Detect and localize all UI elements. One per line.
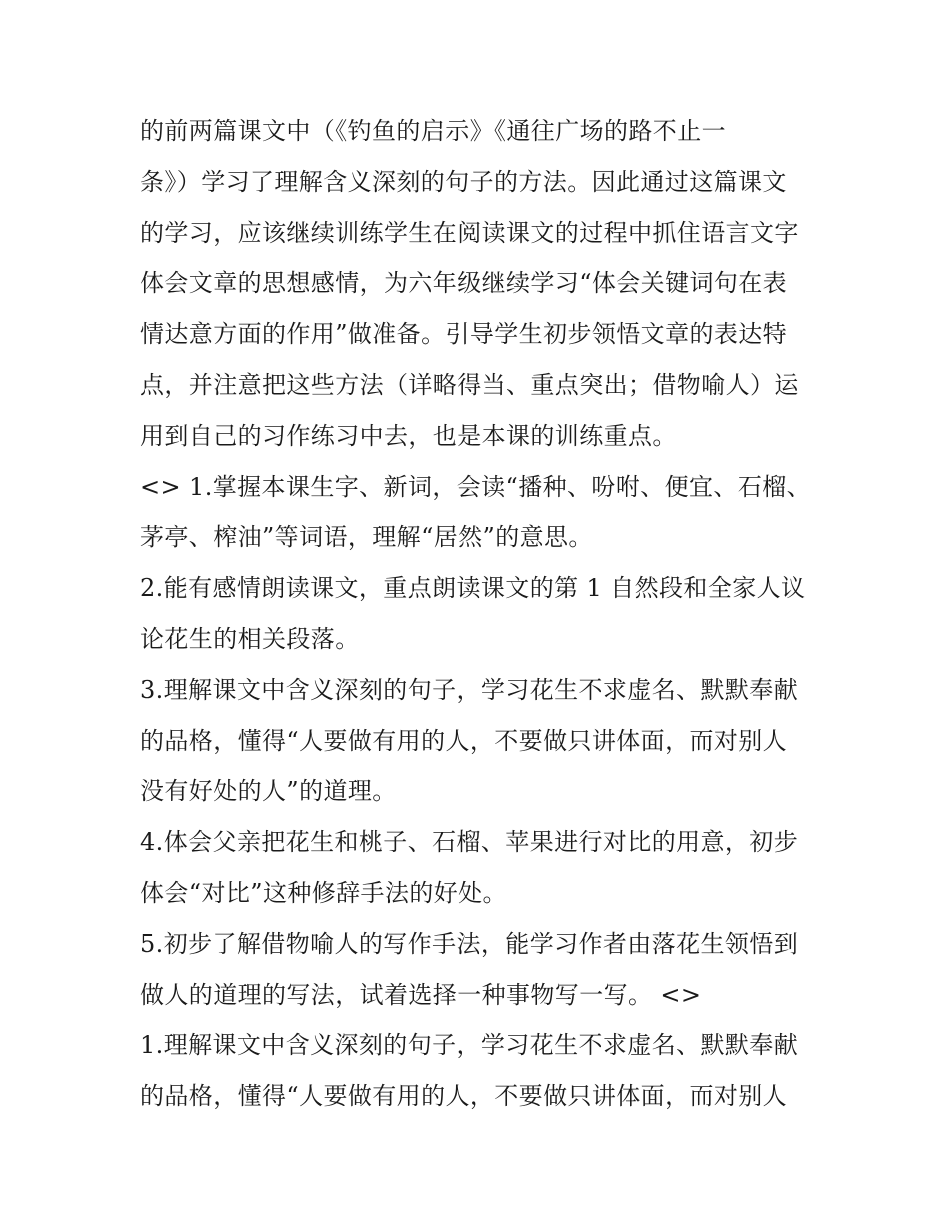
text-line: <> 1.掌握本课生字、新词，会读“播种、吩咐、便宜、石榴、: [140, 472, 812, 501]
text-line: 条》）学习了理解含义深刻的句子的方法。因此通过这篇课文: [140, 167, 787, 196]
text-line: 茅亭、榨油”等词语，理解“居然”的意思。: [140, 523, 593, 552]
text-line: 没有好处的人”的道理。: [140, 777, 397, 806]
text-line: 5.初步了解借物喻人的写作手法，能学习作者由落花生领悟到: [140, 929, 799, 958]
text-line: 体会文章的思想感情，为六年级继续学习“体会关键词句在表: [140, 269, 788, 298]
text-line: 4.体会父亲把花生和桃子、石榴、苹果进行对比的用意，初步: [140, 828, 799, 857]
text-line: 做人的道理的写法，试着选择一种事物写一写。 <>: [140, 980, 702, 1009]
text-line: 点，并注意把这些方法（详略得当、重点突出；借物喻人）运: [140, 370, 799, 399]
text-line: 3.理解课文中含义深刻的句子，学习花生不求虚名、默默奉献: [140, 675, 799, 704]
text-line: 的学习，应该继续训练学生在阅读课文的过程中抓住语言文字: [140, 218, 799, 247]
text-line: 用到自己的习作练习中去，也是本课的训练重点。: [140, 421, 677, 450]
text-line: 1.理解课文中含义深刻的句子，学习花生不求虚名、默默奉献: [140, 1031, 799, 1060]
text-line: 体会“对比”这种修辞手法的好处。: [140, 878, 507, 907]
text-line: 的前两篇课文中（《钓鱼的启示》《通往广场的路不止一: [140, 117, 726, 145]
text-line: 论花生的相关段落。: [140, 624, 360, 653]
text-line: 的品格，懂得“人要做有用的人，不要做只讲体面，而对别人: [140, 726, 788, 755]
text-line: 的品格，懂得“人要做有用的人，不要做只讲体面，而对别人: [140, 1082, 788, 1111]
text-line: 情达意方面的作用”做准备。引导学生初步领悟文章的表达特: [140, 320, 788, 349]
text-line: 2.能有感情朗读课文，重点朗读课文的第 1 自然段和全家人议: [140, 574, 806, 603]
body-text: [140, 106, 820, 1122]
